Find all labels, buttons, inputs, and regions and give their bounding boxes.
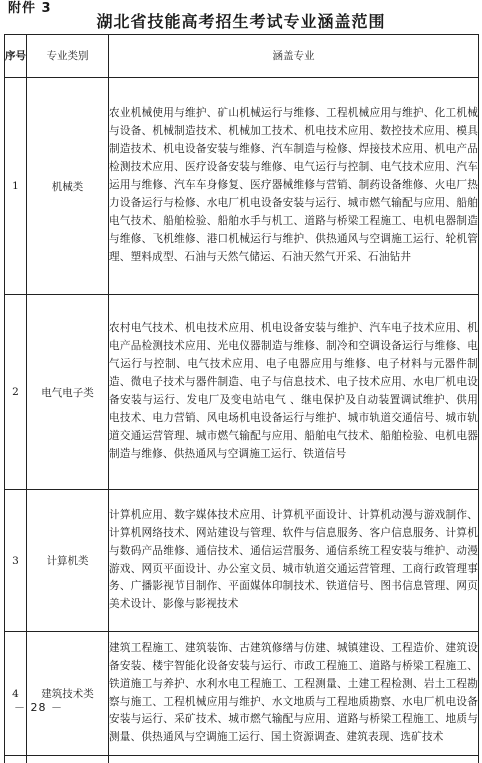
empty-cell xyxy=(109,756,479,763)
row-category: 建筑技术类 xyxy=(27,632,109,756)
column-header-category: 专业类别 xyxy=(27,35,109,78)
row-scope: 计算机应用、数字媒体技术应用、计算机平面设计、计算机动漫与游戏制作、计算机网络技术、网站建设与管理、软件与信息服务、客户信息服务、计算机与数码产品维修、通信技术、通信运营服务、通信系统工程安装与维护、动漫游戏、网页平面设计、办公室文员、城市轨道交通运营管理、工商行政管理事务、广播影视节目制作、平面媒体印制技术、铁道信号、图书信息管理、网页美术设计、影像与影视技术 xyxy=(109,490,479,632)
table-row xyxy=(5,632,479,756)
row-category: 电气电子类 xyxy=(27,295,109,490)
table-row xyxy=(5,490,479,632)
table-row xyxy=(5,78,479,295)
column-header-scope: 涵盖专业 xyxy=(109,35,479,78)
coverage-table xyxy=(4,34,479,763)
empty-cell xyxy=(27,756,109,763)
column-header-seq: 序号 xyxy=(5,35,27,78)
row-seq: 3 xyxy=(5,490,27,632)
annex-label: 附件 3 xyxy=(8,0,52,18)
table-row-continuation xyxy=(5,756,479,763)
table-row xyxy=(5,295,479,490)
row-seq: 2 xyxy=(5,295,27,490)
row-scope: 农业机械使用与维护、矿山机械运行与维修、工程机械应用与维护、化工机械与设备、机械制造技术、机械加工技术、机电技术应用、数控技术应用、模具制造技术、机电设备安装与维修、汽车制造与检修、焊接技术应用、机电产品检测技术应用、医疗设备安装与维修、电气运行与控制、电气技术应用、汽车运用与维修、汽车车身修复、医疗器械维修与营销、制药设备维修、火电厂热力设备运行与检修、水电厂机电设备安装与运行、城市燃气输配与应用、船舶电气技术、船舶检验、船舶水手与机工、道路与桥梁工程施工、电机电器制造与维修、飞机维修、港口机械运行与维护、供热通风与空调施工运行、轮机管理、塑料成型、石油与天然气储运、石油天然气开采、石油钻井 xyxy=(109,78,479,295)
empty-cell xyxy=(5,756,27,763)
row-seq: 1 xyxy=(5,78,27,295)
page-number: － 28 － xyxy=(14,700,63,716)
row-category: 计算机类 xyxy=(27,490,109,632)
row-scope: 农村电气技术、机电技术应用、机电设备安装与维护、汽车电子技术应用、机电产品检测技术应用、光电仪器制造与维修、制冷和空调设备运行与维修、电气运行与控制、电气技术应用、电子电器应用与维修、电子材料与元器件制造、微电子技术与器件制造、电子与信息技术、电子技术应用、水电厂机电设备安装与运行、发电厂及变电站电气 、继电保护及自动装置调试维护、供用电技术、电力营销、风电场机电设备运行与维护、城市轨道交通信号、城市轨道交通运营管理、城市燃气输配与应用、船舶电气技术、船舶检验、电机电器制造与维修、供热通风与空调施工运行、铁道信号 xyxy=(109,295,479,490)
row-category: 机械类 xyxy=(27,78,109,295)
row-scope: 建筑工程施工、建筑装饰、古建筑修缮与仿建、城镇建设、工程造价、建筑设备安装、楼宇智能化设备安装与运行、市政工程施工、道路与桥梁工程施工、铁道施工与养护、水利水电工程施工、工程测量、土建工程检测、岩土工程勘察与施工、工程机械应用与维护、水文地质与工程地质勘察、水电厂机电设备安装与运行、采矿技术、城市燃气输配与应用、道路与桥梁工程施工、地质与测量、供热通风与空调施工运行、国土资源调查、建筑表现、选矿技术 xyxy=(109,632,479,756)
document-title: 湖北省技能高考招生考试专业涵盖范围 xyxy=(0,10,482,34)
table-header-row xyxy=(5,35,479,78)
row-seq: 4 xyxy=(5,632,27,756)
